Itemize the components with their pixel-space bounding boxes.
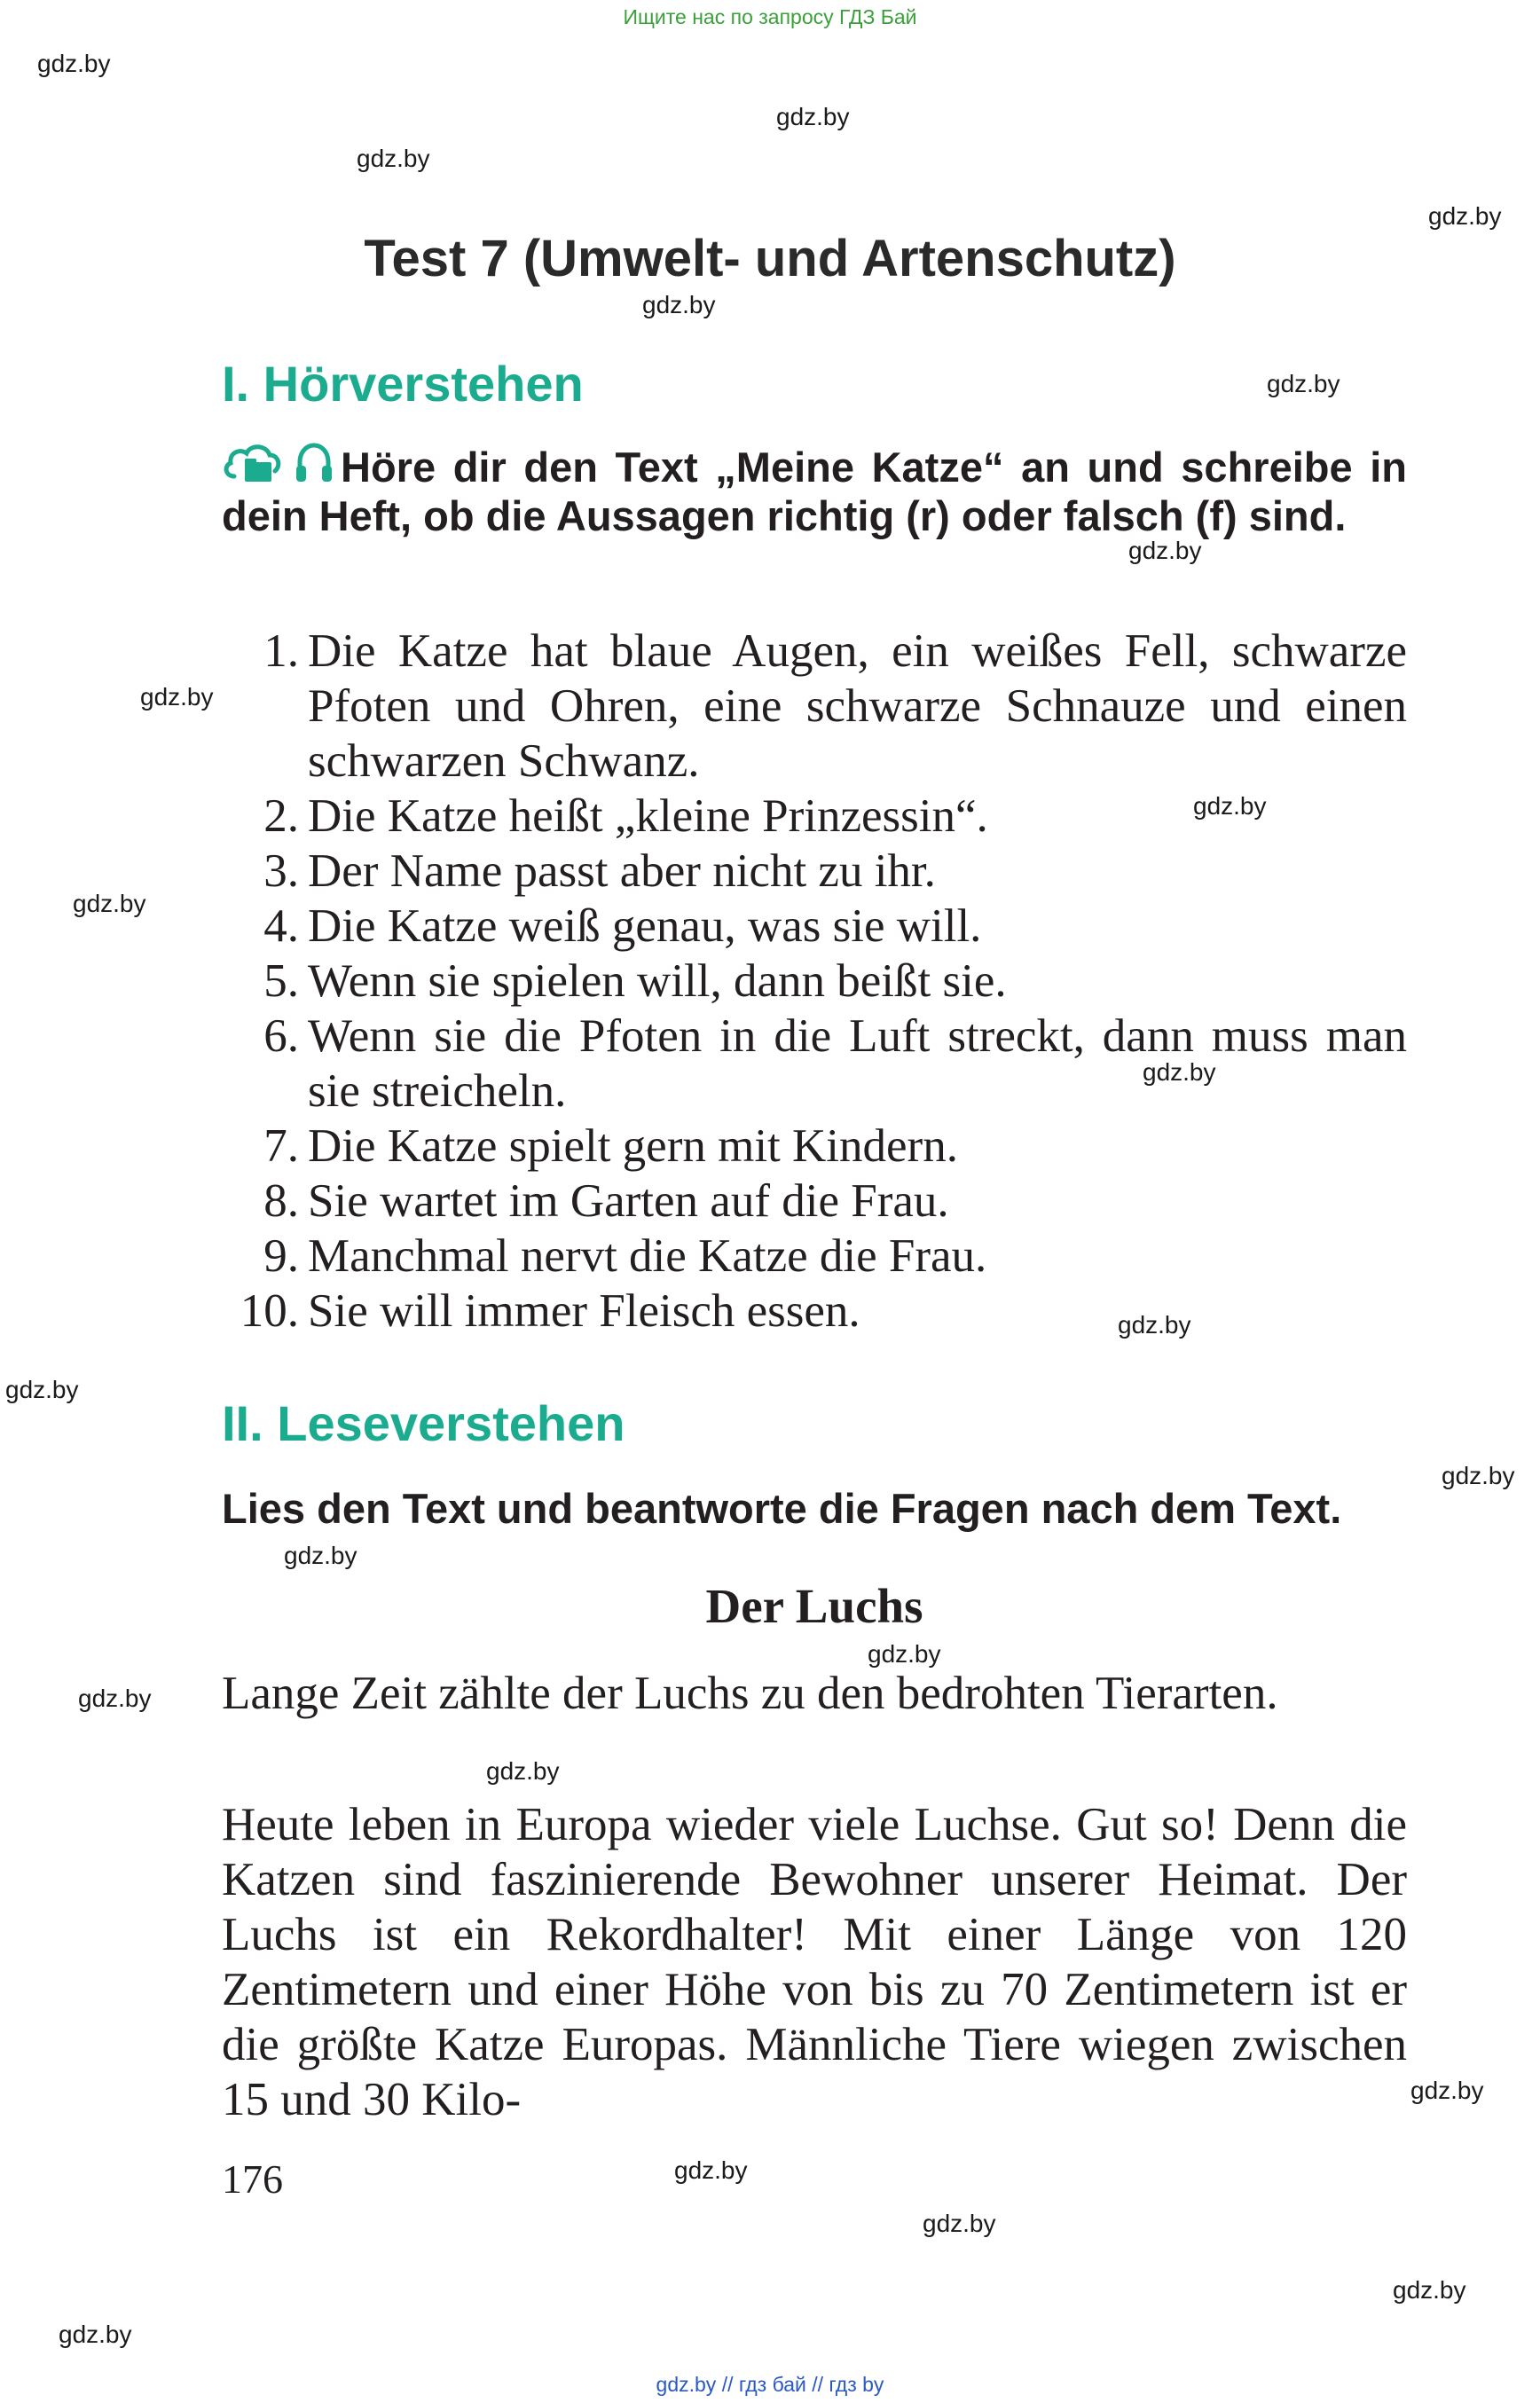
- item-number: 9.: [263, 1230, 299, 1282]
- watermark: gdz.by: [5, 1376, 79, 1403]
- item-text: Wenn sie die Pfoten in die Luft streckt, dann muss man sie streicheln.: [308, 1010, 1407, 1117]
- watermark: gdz.by: [868, 1640, 941, 1668]
- watermark: gdz.by: [1267, 370, 1340, 397]
- footer-links[interactable]: gdz.by // гдз бай // гдз by: [656, 2373, 884, 2396]
- list-item: [222, 1174, 1407, 1229]
- page-title: Test 7 (Umwelt- und Artenschutz): [364, 230, 1176, 287]
- section-heading-leseverstehen: II. Leseverstehen: [222, 1395, 625, 1451]
- list-item: [222, 1009, 1407, 1119]
- watermark: gdz.by: [923, 2210, 996, 2237]
- watermark: gdz.by: [776, 103, 850, 130]
- list-item: [222, 624, 1407, 789]
- watermark: gdz.by: [642, 291, 716, 318]
- watermark: gdz.by: [1393, 2276, 1466, 2304]
- headphones-icon: [293, 441, 335, 485]
- item-text: Wenn sie spielen will, dann beißt sie.: [308, 955, 1007, 1007]
- watermark: gdz.by: [1143, 1058, 1216, 1086]
- top-banner: Ищите нас по запросу ГДЗ Бай: [623, 5, 917, 28]
- watermark: gdz.by: [1410, 2077, 1484, 2104]
- section-heading-hoerverstehen: I. Hörverstehen: [222, 356, 584, 412]
- list-item: [222, 899, 1407, 954]
- item-number: 8.: [263, 1175, 299, 1227]
- page-number: 176: [222, 2156, 283, 2202]
- list-item: [222, 789, 1407, 844]
- article-paragraph: Lange Zeit zählte der Luchs zu den bedrohten Tierarten.: [222, 1668, 1278, 1719]
- statement-list: [222, 624, 1407, 1339]
- list-item: [222, 1284, 1407, 1339]
- item-number: 3.: [263, 845, 299, 897]
- task-icons: [222, 441, 335, 485]
- article-paragraph: Heute leben in Europa wieder viele Luchse. Gut so! Denn die Katzen sind faszinierende Bewohner unserer Heimat. Der Luchs ist ein Rekordhalter! Mit einer Länge von 120 Zentimetern und einer Höhe von bis zu 70 Zentimetern ist er die größte Katze Europas. Männliche Tiere wiegen zwischen 15 und 30 Kilo-: [222, 1799, 1407, 2125]
- watermark: gdz.by: [674, 2156, 748, 2184]
- item-text: Manchmal nervt die Katze die Frau.: [308, 1230, 987, 1282]
- watermark: gdz.by: [140, 683, 214, 711]
- item-text: Die Katze spielt gern mit Kindern.: [308, 1120, 958, 1172]
- item-number: 4.: [263, 900, 299, 952]
- task-text: Höre dir den Text „Meine Katze“ an und schreibe in dein Heft, ob die Aussagen richtig (r) oder falsch (f) sind.: [222, 444, 1407, 539]
- item-number: 7.: [263, 1120, 299, 1172]
- item-text: Die Katze heißt „kleine Prinzessin“.: [308, 790, 988, 842]
- watermark: gdz.by: [486, 1757, 560, 1785]
- watermark: gdz.by: [1128, 537, 1202, 564]
- article-title: Der Luchs: [705, 1579, 923, 1633]
- reading-task: Lies den Text und beantworte die Fragen nach dem Text.: [222, 1485, 1342, 1532]
- list-item: [222, 1229, 1407, 1284]
- item-number: 1.: [263, 625, 299, 677]
- item-number: 6.: [263, 1010, 299, 1062]
- watermark: gdz.by: [1428, 202, 1502, 230]
- watermark: gdz.by: [1442, 1462, 1515, 1489]
- item-number: 10.: [240, 1285, 299, 1337]
- list-item: [222, 954, 1407, 1009]
- item-text: Sie wartet im Garten auf die Frau.: [308, 1175, 949, 1227]
- watermark: gdz.by: [78, 1684, 152, 1712]
- item-text: Der Name passt aber nicht zu ihr.: [308, 845, 936, 897]
- cloud-folder-icon: [222, 441, 282, 485]
- list-item: [222, 1119, 1407, 1174]
- watermark: gdz.by: [1118, 1311, 1191, 1339]
- watermark: gdz.by: [73, 890, 146, 917]
- item-text: Die Katze weiß genau, was sie will.: [308, 900, 982, 952]
- watermark: gdz.by: [59, 2321, 132, 2348]
- item-text: Die Katze hat blaue Augen, ein weißes Fell, schwarze Pfoten und Ohren, eine schwarze Schnauze und einen schwarzen Schwanz.: [308, 625, 1407, 787]
- watermark: gdz.by: [1193, 792, 1267, 820]
- watermark: gdz.by: [37, 50, 111, 77]
- item-number: 5.: [263, 955, 299, 1007]
- item-text: Sie will immer Fleisch essen.: [308, 1285, 860, 1337]
- list-item: [222, 844, 1407, 899]
- listening-task: [222, 441, 1407, 540]
- watermark: gdz.by: [357, 145, 430, 172]
- watermark: gdz.by: [284, 1542, 358, 1569]
- item-number: 2.: [263, 790, 299, 842]
